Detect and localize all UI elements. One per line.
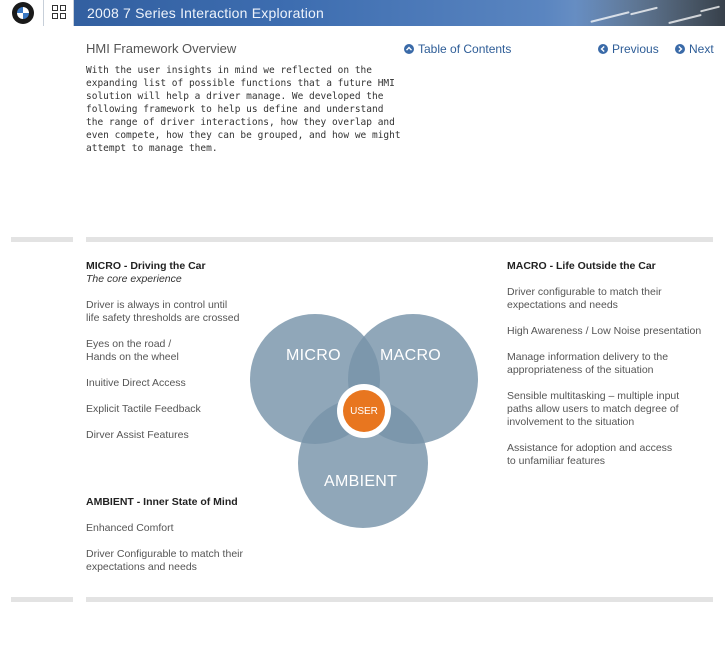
list-item: Assistance for adoption and access to unfamiliar features — [507, 442, 673, 467]
list-item: Driver Configurable to match their expectations and needs — [86, 548, 243, 573]
app-title: 2008 7 Series Interaction Exploration — [87, 5, 324, 21]
next-label: Next — [689, 42, 714, 56]
list-item: Driver configurable to match their expectations and needs — [507, 286, 662, 311]
list-item: Explicit Tactile Feedback — [86, 403, 201, 415]
previous-link[interactable] — [598, 42, 659, 56]
list-item: Inuitive Direct Access — [86, 377, 186, 389]
list-item: Manage information delivery to the appropriateness of the situation — [507, 351, 669, 376]
intro-paragraph: With the user insights in mind we reflected on the expanding list of possible functions that a future HMI solution will help a driver manage. We developed the following framework to help us define and understand the range of driver interactions, how they overlap and even compete, how they can be grouped, and how we might attempt to manage them. — [86, 65, 401, 154]
micro-subheading: The core experience — [86, 273, 182, 285]
arrow-left-circle-icon — [598, 44, 608, 54]
header-photo — [575, 0, 725, 26]
table-of-contents-link[interactable] — [404, 42, 511, 56]
list-item: Sensible multitasking – multiple input paths allow users to match degree of involvement to the situation — [507, 390, 680, 428]
venn-diagram — [246, 310, 482, 532]
divider-left-bottom — [11, 597, 73, 602]
grid-button[interactable] — [44, 0, 74, 26]
macro-label: MACRO — [380, 347, 442, 364]
ambient-column — [86, 496, 256, 574]
macro-column — [507, 260, 719, 468]
bmw-logo-icon[interactable] — [12, 2, 34, 24]
previous-label: Previous — [612, 42, 659, 56]
list-item: Driver is always in control until life safety thresholds are crossed — [86, 299, 240, 324]
list-item: Dirver Assist Features — [86, 429, 189, 441]
ambient-heading: AMBIENT - Inner State of Mind — [86, 496, 238, 508]
next-link[interactable] — [675, 42, 714, 56]
arrow-up-circle-icon — [404, 44, 414, 54]
macro-heading: MACRO - Life Outside the Car — [507, 260, 656, 272]
micro-column — [86, 260, 256, 442]
divider-left-top — [11, 237, 73, 242]
ambient-label: AMBIENT — [324, 473, 398, 490]
qr-grid-icon[interactable] — [52, 5, 66, 19]
user-ring — [337, 384, 391, 438]
micro-label: MICRO — [286, 347, 341, 364]
user-badge: USER — [343, 390, 385, 432]
logo-box[interactable] — [0, 0, 44, 26]
list-item: Eyes on the road / Hands on the wheel — [86, 338, 179, 363]
divider-top — [86, 237, 713, 242]
toc-label: Table of Contents — [418, 42, 512, 56]
arrow-right-circle-icon — [675, 44, 685, 54]
header-bar — [0, 0, 725, 26]
page-title: HMI Framework Overview — [86, 41, 237, 56]
list-item: High Awareness / Low Noise presentation — [507, 325, 702, 337]
divider-bottom — [86, 597, 713, 602]
micro-heading: MICRO - Driving the Car — [86, 260, 206, 272]
list-item: Enhanced Comfort — [86, 522, 174, 534]
